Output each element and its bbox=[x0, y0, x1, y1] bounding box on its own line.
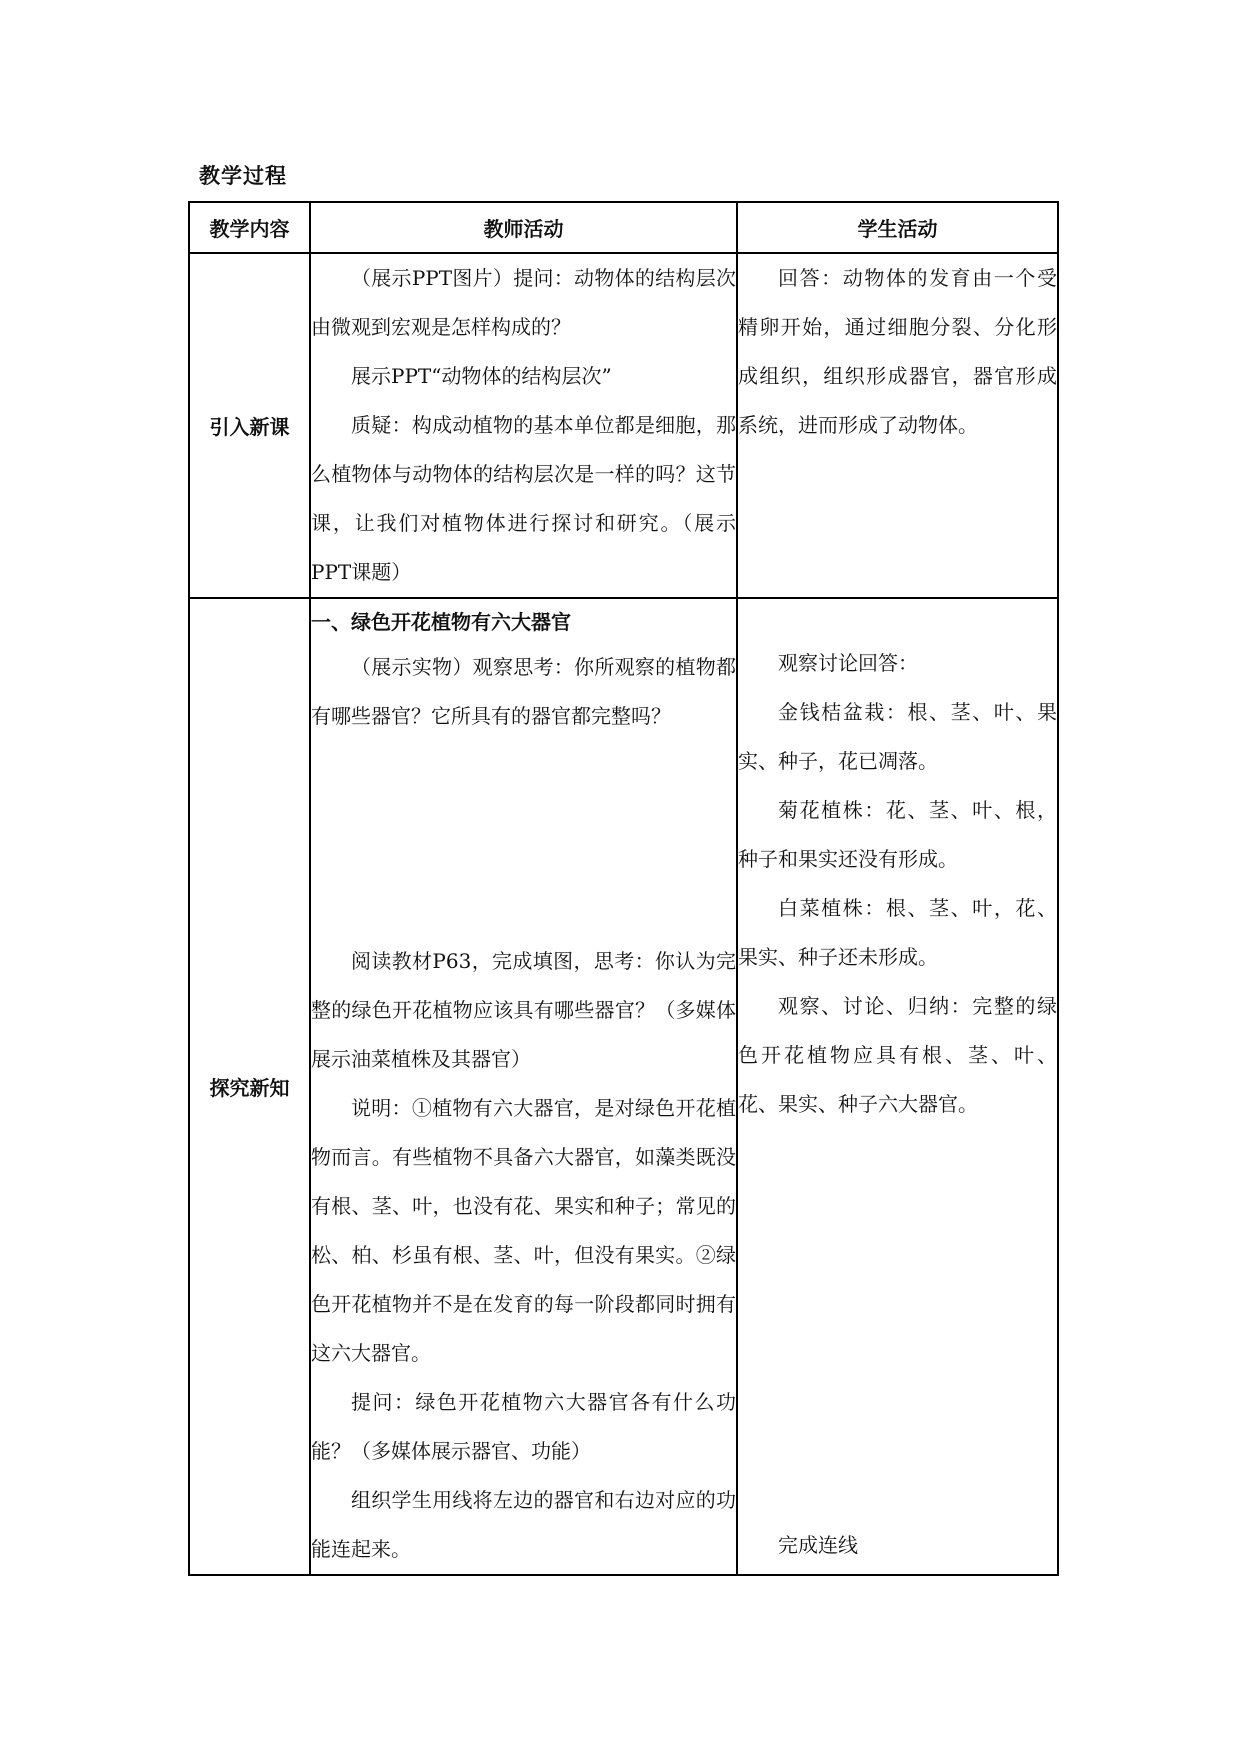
student-activity-cell bbox=[737, 598, 1058, 1575]
subheading: 一、绿色开花植物有六大器官 bbox=[311, 610, 571, 634]
teacher-paragraph: 组织学生用线将左边的器官和右边对应的功能连起来。 bbox=[311, 1488, 736, 1561]
teaching-process-table bbox=[188, 201, 1059, 1576]
teacher-paragraph: 质疑：构成动植物的基本单位都是细胞，那么植物体与动物体的结构层次是一样的吗？这节课，让我们对植物体进行探讨和研究。（展示PPT课题） bbox=[311, 413, 736, 584]
blank-space bbox=[311, 741, 736, 937]
student-paragraph: 观察讨论回答： bbox=[778, 651, 918, 675]
student-paragraph: 菊花植株：花、茎、叶、根，种子和果实还没有形成。 bbox=[738, 798, 1057, 871]
blank-space bbox=[738, 599, 1057, 639]
header-student-activity: 学生活动 bbox=[737, 202, 1058, 253]
teacher-paragraph: 阅读教材P63，完成填图，思考：你认为完整的绿色开花植物应该具有哪些器官？（多媒体展示油菜植株及其器官） bbox=[311, 949, 736, 1071]
table-header-row bbox=[189, 202, 1058, 253]
student-paragraph: 白菜植株：根、茎、叶，花、果实、种子还未形成。 bbox=[738, 896, 1057, 969]
blank-space bbox=[738, 1129, 1057, 1521]
section-label: 引入新课 bbox=[189, 253, 310, 598]
header-teacher-activity: 教师活动 bbox=[310, 202, 737, 253]
teacher-paragraph: 说明：①植物有六大器官，是对绿色开花植物而言。有些植物不具备六大器官，如藻类既没有根、茎、叶，也没有花、果实和种子；常见的松、柏、杉虽有根、茎、叶，但没有果实。②绿色开花植物并不是在发育的每一阶段都同时拥有这六大器官。 bbox=[311, 1096, 736, 1365]
student-paragraph: 金钱桔盆栽：根、茎、叶、果实、种子，花已凋落。 bbox=[738, 700, 1057, 773]
table-row bbox=[189, 598, 1058, 1575]
table-row bbox=[189, 253, 1058, 598]
student-activity-cell bbox=[737, 253, 1058, 598]
header-content: 教学内容 bbox=[189, 202, 310, 253]
teacher-paragraph: 提问：绿色开花植物六大器官各有什么功能？（多媒体展示器官、功能） bbox=[311, 1390, 736, 1463]
teacher-activity-cell bbox=[310, 253, 737, 598]
teacher-activity-cell bbox=[310, 598, 737, 1575]
student-paragraph: 完成连线 bbox=[778, 1533, 858, 1557]
teacher-paragraph: 展示PPT“动物体的结构层次” bbox=[351, 364, 612, 388]
student-paragraph: 回答：动物体的发育由一个受精卵开始，通过细胞分裂、分化形成组织，组织形成器官，器官形成系统，进而形成了动物体。 bbox=[738, 266, 1057, 437]
teacher-paragraph: （展示实物）观察思考：你所观察的植物都有哪些器官？它所具有的器官都完整吗？ bbox=[311, 655, 736, 728]
student-paragraph: 观察、讨论、归纳：完整的绿色开花植物应具有根、茎、叶、花、果实、种子六大器官。 bbox=[738, 994, 1057, 1116]
teacher-paragraph: （展示PPT图片）提问：动物体的结构层次由微观到宏观是怎样构成的？ bbox=[311, 266, 736, 339]
section-label: 探究新知 bbox=[189, 598, 310, 1575]
page-heading: 教学过程 bbox=[199, 164, 287, 188]
